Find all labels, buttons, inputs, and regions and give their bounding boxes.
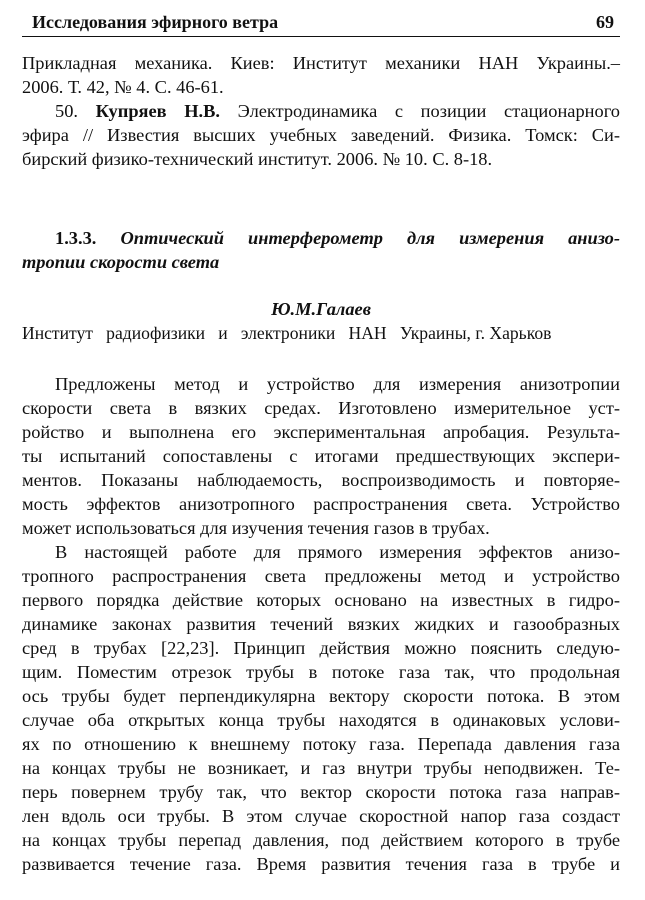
section-title-part1: Оптический интерферометр для измерения анизо- bbox=[120, 228, 620, 248]
reference-author: Купряев Н.В. bbox=[95, 101, 221, 121]
text-line: бирский физико-технический институт. 2006. № 10. С. 8-18. bbox=[22, 149, 493, 169]
text-line: ройство и выполнена его экспериментальная апробация. Результа- bbox=[22, 422, 620, 442]
text-line: может использоваться для изучения течения газов в трубах. bbox=[22, 518, 490, 538]
section-heading bbox=[22, 226, 620, 274]
text-line: сред в трубах [22,23]. Принцип действия можно пояснить следую- bbox=[22, 638, 620, 658]
text-line: щим. Поместим отрезок трубы в потоке газа так, что продольная bbox=[22, 662, 620, 682]
text-line: 2006. Т. 42, № 4. С. 46-61. bbox=[22, 77, 224, 97]
text-line: случае оба открытых конца трубы находятся в одинаковых услови- bbox=[22, 710, 620, 730]
text-line: тропного распространения света предложены метод и устройство bbox=[22, 566, 620, 586]
text-line: мость эффектов анизотропного распространения света. Устройство bbox=[22, 494, 620, 514]
text-line: скорости света в вязких средах. Изготовлено измерительное уст- bbox=[22, 398, 620, 418]
text-line: ментов. Показаны наблюдаемость, воспроизводимость и повторяе- bbox=[22, 470, 620, 490]
text-line: эфира // Известия высших учебных заведений. Физика. Томск: Си- bbox=[22, 125, 620, 145]
text-line: ты испытаний сопоставлены с итогами предшествующих экспери- bbox=[22, 446, 620, 466]
text-line: развивается течение газа. Время развития течения газа в трубе и bbox=[22, 854, 620, 874]
text-line: первого порядка действие которых основано на известных в гидро- bbox=[22, 590, 620, 610]
reference-50-first-line bbox=[22, 99, 620, 123]
abstract bbox=[22, 372, 620, 540]
section-number: 1.3.3. bbox=[55, 228, 97, 248]
reference-50 bbox=[22, 99, 620, 171]
running-head bbox=[22, 10, 620, 37]
reference-49-tail bbox=[22, 51, 620, 99]
author-affiliation: Институт радиофизики и электроники НАН Украины, г. Харьков bbox=[22, 323, 552, 343]
page-number: 69 bbox=[596, 12, 614, 32]
section-title-part2: тропии скорости света bbox=[22, 252, 220, 272]
text-line: на концах трубы не возникает, и газ внутри трубы неподвижен. Те- bbox=[22, 758, 620, 778]
body-text bbox=[22, 540, 620, 876]
reference-title: Электродинамика с позиции стационарного bbox=[237, 101, 620, 121]
text-line: ях по отношению к внешнему потоку газа. Перепада давления газа bbox=[22, 734, 620, 754]
text-line: В настоящей работе для прямого измерения эффектов анизо- bbox=[55, 542, 620, 562]
section-heading-line bbox=[22, 226, 620, 250]
running-head-title: Исследования эфирного ветра bbox=[32, 12, 279, 32]
text-line: ось трубы будет перпендикулярна вектору скорости потока. В этом bbox=[22, 686, 620, 706]
reference-number: 50. bbox=[55, 101, 78, 121]
author-name: Ю.М.Галаев bbox=[271, 299, 371, 319]
text-line: Прикладная механика. Киев: Институт механики НАН Украины.– bbox=[22, 53, 620, 73]
text-line: лен вдоль оси трубы. В этом случае скоростной напор газа создаст bbox=[22, 806, 620, 826]
text-line: Предложены метод и устройство для измерения анизотропии bbox=[55, 374, 620, 394]
text-line: динамике законах развития течений вязких жидких и газообразных bbox=[22, 614, 620, 634]
text-line: на концах трубы перепад давления, под действием которого в трубе bbox=[22, 830, 620, 850]
text-line: перь повернем трубу так, что вектор скорости потока газа направ- bbox=[22, 782, 620, 802]
